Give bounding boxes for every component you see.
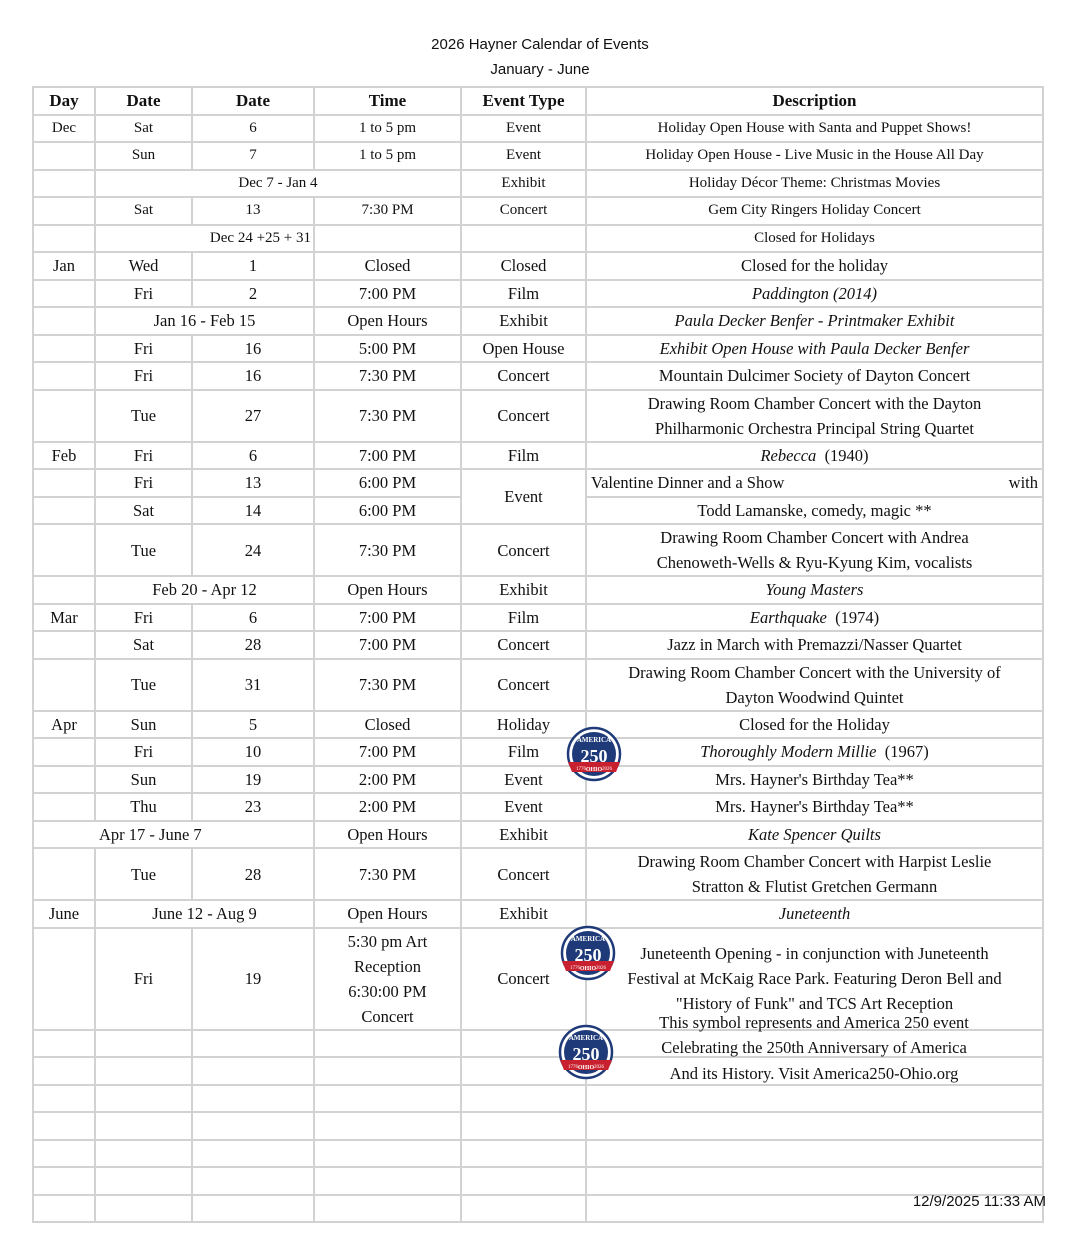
month-cell: Dec — [33, 115, 95, 143]
month-cell — [33, 197, 95, 225]
description-line: Drawing Room Chamber Concert with the Dayton — [647, 393, 982, 413]
time-cell: 7:00 PM — [314, 738, 461, 766]
description-cell: Exhibit Open House with Paula Decker Benfer — [586, 335, 1043, 363]
time-line: Reception — [354, 956, 421, 976]
date-cell: 31 — [192, 659, 314, 711]
time-cell: Open Hours — [314, 821, 461, 849]
legend-line: This symbol represents and America 250 event — [659, 1013, 969, 1032]
date-range-cell: Feb 20 - Apr 12 — [95, 576, 314, 604]
legend-line: Celebrating the 250th Anniversary of America — [661, 1038, 967, 1057]
america-250-ohio-badge-icon — [560, 925, 616, 981]
day-cell: Thu — [95, 793, 192, 821]
type-cell: Film — [461, 738, 586, 766]
month-cell — [33, 307, 95, 335]
time-cell: 7:30 PM — [314, 390, 461, 442]
empty-row — [33, 1195, 1043, 1223]
date-range-cell: Dec 7 - Jan 4 — [95, 170, 461, 198]
month-cell: June — [33, 900, 95, 928]
type-cell: Exhibit — [461, 821, 586, 849]
type-cell: Closed — [461, 252, 586, 280]
type-cell: Concert — [461, 848, 586, 900]
film-title: Rebecca — [760, 445, 817, 465]
day-cell: Sun — [95, 142, 192, 170]
table-row — [33, 280, 1043, 308]
month-cell — [33, 390, 95, 442]
time-cell: 7:00 PM — [314, 631, 461, 659]
day-cell: Sat — [95, 115, 192, 143]
date-cell: 2 — [192, 280, 314, 308]
time-cell: 7:30 PM — [314, 524, 461, 576]
document-title: 2026 Hayner Calendar of Events — [431, 36, 649, 53]
type-cell: Exhibit — [461, 576, 586, 604]
type-cell: Exhibit — [461, 170, 586, 198]
time-cell — [314, 928, 461, 1030]
time-cell: Closed — [314, 252, 461, 280]
time-cell: 1 to 5 pm — [314, 115, 461, 143]
america-250-ohio-badge-icon — [566, 726, 622, 782]
description-cell — [586, 524, 1043, 576]
month-cell — [33, 659, 95, 711]
time-cell: 7:30 PM — [314, 362, 461, 390]
date-cell: 27 — [192, 390, 314, 442]
table-row — [33, 252, 1043, 280]
day-cell: Fri — [95, 442, 192, 470]
empty-row — [33, 1167, 1043, 1195]
film-year: (1940) — [824, 445, 869, 465]
table-row — [33, 821, 1043, 849]
month-cell — [33, 631, 95, 659]
date-range-cell: Dec 24 +25 + 31 — [95, 225, 314, 253]
date-cell: 7 — [192, 142, 314, 170]
month-cell — [33, 142, 95, 170]
table-row — [33, 442, 1043, 470]
empty-row — [33, 1140, 1043, 1168]
month-cell — [33, 793, 95, 821]
description-line: "History of Funk" and TCS Art Reception — [675, 994, 954, 1013]
type-cell: Holiday — [461, 711, 586, 739]
description-cell: Holiday Décor Theme: Christmas Movies — [586, 170, 1043, 198]
date-range-cell: Jan 16 - Feb 15 — [95, 307, 314, 335]
time-cell: 5:00 PM — [314, 335, 461, 363]
month-cell — [33, 848, 95, 900]
date-cell: 24 — [192, 524, 314, 576]
table-row — [33, 848, 1043, 900]
table-row — [33, 738, 1043, 766]
day-cell: Fri — [95, 335, 192, 363]
date-cell: 16 — [192, 335, 314, 363]
date-cell: 19 — [192, 928, 314, 1030]
date-cell: 28 — [192, 848, 314, 900]
description-cell — [586, 659, 1043, 711]
description-line-end: with — [1008, 473, 1038, 493]
legend-line: And its History. Visit America250-Ohio.org — [669, 1064, 959, 1083]
time-cell — [314, 225, 461, 253]
day-cell: Tue — [95, 848, 192, 900]
table-row — [33, 631, 1043, 659]
date-range-cell: June 12 - Aug 9 — [95, 900, 314, 928]
table-row — [33, 335, 1043, 363]
month-cell — [33, 524, 95, 576]
description-line: Dayton Woodwind Quintet — [725, 687, 904, 707]
film-year: (1967) — [884, 742, 929, 762]
description-line: Philharmonic Orchestra Principal String Quartet — [655, 418, 974, 438]
type-cell: Event — [461, 766, 586, 794]
day-cell: Fri — [95, 469, 192, 497]
film-title: Earthquake — [749, 607, 827, 627]
type-cell — [461, 225, 586, 253]
film-year: (1974) — [835, 607, 880, 627]
description-cell: Kate Spencer Quilts — [586, 821, 1043, 849]
document-subtitle: January - June — [490, 61, 590, 78]
description-cell — [586, 469, 1043, 497]
month-cell: Feb — [33, 442, 95, 470]
description-line: Chenoweth-Wells & Ryu-Kyung Kim, vocalists — [656, 553, 973, 572]
type-cell: Concert — [461, 524, 586, 576]
day-cell: Sat — [95, 497, 192, 525]
table-row — [33, 900, 1043, 928]
month-cell — [33, 497, 95, 525]
date-cell: 28 — [192, 631, 314, 659]
type-cell: Exhibit — [461, 900, 586, 928]
table-header-row — [33, 87, 1043, 115]
table-row — [33, 711, 1043, 739]
type-cell: Film — [461, 442, 586, 470]
month-cell — [33, 928, 95, 1030]
type-cell: Film — [461, 280, 586, 308]
time-cell: Open Hours — [314, 307, 461, 335]
description-cell: Todd Lamanske, comedy, magic ** — [586, 497, 1043, 525]
date-cell: 6 — [192, 442, 314, 470]
month-cell — [33, 766, 95, 794]
date-cell: 23 — [192, 793, 314, 821]
table-row — [33, 362, 1043, 390]
description-cell — [586, 604, 1043, 632]
day-cell: Fri — [95, 362, 192, 390]
time-cell: 7:00 PM — [314, 442, 461, 470]
day-cell: Wed — [95, 252, 192, 280]
table-row — [33, 225, 1043, 253]
description-cell: Young Masters — [586, 576, 1043, 604]
description-cell — [586, 848, 1043, 900]
type-cell: Concert — [461, 362, 586, 390]
month-cell — [33, 738, 95, 766]
day-cell: Fri — [95, 280, 192, 308]
header-date-2: Date — [192, 87, 314, 115]
date-cell: 6 — [192, 115, 314, 143]
date-cell: 13 — [192, 469, 314, 497]
time-line: Concert — [361, 1006, 414, 1026]
month-cell — [33, 335, 95, 363]
table-row — [33, 390, 1043, 442]
time-cell: Closed — [314, 711, 461, 739]
description-cell: Closed for Holidays — [586, 225, 1043, 253]
type-cell: Concert — [461, 631, 586, 659]
table-row — [33, 115, 1043, 143]
date-range-text: Apr 17 - June 7 — [99, 824, 202, 844]
time-cell: 7:00 PM — [314, 604, 461, 632]
description-line: Stratton & Flutist Gretchen Germann — [691, 877, 938, 896]
day-cell: Sun — [95, 766, 192, 794]
description-cell: Mountain Dulcimer Society of Dayton Concert — [586, 362, 1043, 390]
time-line: 5:30 pm Art — [347, 931, 428, 951]
table-row — [33, 524, 1043, 576]
header-time: Time — [314, 87, 461, 115]
type-cell: Open House — [461, 335, 586, 363]
description-line: Drawing Room Chamber Concert with the University of — [628, 662, 1001, 682]
description-cell: Jazz in March with Premazzi/Nasser Quartet — [586, 631, 1043, 659]
table-row — [33, 576, 1043, 604]
month-cell: Jan — [33, 252, 95, 280]
time-line: 6:30:00 PM — [348, 981, 427, 1001]
type-cell: Film — [461, 604, 586, 632]
day-cell: Tue — [95, 659, 192, 711]
table-row — [33, 170, 1043, 198]
table-row — [33, 469, 1043, 497]
table-row — [33, 766, 1043, 794]
type-cell: Event — [461, 793, 586, 821]
day-cell: Fri — [95, 604, 192, 632]
type-cell: Exhibit — [461, 307, 586, 335]
header-event-type: Event Type — [461, 87, 586, 115]
description-cell: Gem City Ringers Holiday Concert — [586, 197, 1043, 225]
description-line: Juneteenth Opening - in conjunction with Juneteenth — [640, 944, 989, 963]
time-cell: 7:30 PM — [314, 848, 461, 900]
table-row — [33, 197, 1043, 225]
description-line: Drawing Room Chamber Concert with Andrea — [660, 528, 969, 547]
type-cell: Concert — [461, 659, 586, 711]
table-row — [33, 659, 1043, 711]
date-cell: 5 — [192, 711, 314, 739]
time-cell: Open Hours — [314, 900, 461, 928]
date-cell: 6 — [192, 604, 314, 632]
description-cell: Closed for the holiday — [586, 252, 1043, 280]
time-cell: 1 to 5 pm — [314, 142, 461, 170]
time-cell: 6:00 PM — [314, 469, 461, 497]
month-cell — [33, 469, 95, 497]
table-row — [33, 604, 1043, 632]
header-day: Day — [33, 87, 95, 115]
type-cell: Event — [461, 142, 586, 170]
time-cell: 7:30 PM — [314, 659, 461, 711]
date-cell: 19 — [192, 766, 314, 794]
description-cell: Mrs. Hayner's Birthday Tea** — [586, 793, 1043, 821]
month-cell — [33, 280, 95, 308]
time-cell: 2:00 PM — [314, 766, 461, 794]
table-row — [33, 307, 1043, 335]
table-row — [33, 142, 1043, 170]
time-cell: 7:30 PM — [314, 197, 461, 225]
empty-row — [33, 1085, 1043, 1113]
print-timestamp: 12/9/2025 11:33 AM — [912, 1193, 1046, 1210]
month-cell: Mar — [33, 604, 95, 632]
america-250-ohio-badge-icon — [558, 1024, 614, 1080]
day-cell: Sun — [95, 711, 192, 739]
table-row — [33, 793, 1043, 821]
date-cell: 1 — [192, 252, 314, 280]
description-cell: Juneteenth — [586, 900, 1043, 928]
description-line: Festival at McKaig Race Park. Featuring Deron Bell and — [627, 969, 1002, 988]
day-cell: Sat — [95, 631, 192, 659]
time-cell: 2:00 PM — [314, 793, 461, 821]
type-cell: Concert — [461, 928, 586, 1030]
day-cell: Fri — [95, 738, 192, 766]
film-title: Thoroughly Modern Millie — [700, 742, 877, 762]
description-cell: Mrs. Hayner's Birthday Tea** — [586, 766, 1043, 794]
day-cell: Sat — [95, 197, 192, 225]
month-cell — [33, 225, 95, 253]
date-cell: 16 — [192, 362, 314, 390]
type-cell: Concert — [461, 197, 586, 225]
date-cell: 10 — [192, 738, 314, 766]
date-cell: 14 — [192, 497, 314, 525]
type-cell: Concert — [461, 390, 586, 442]
description-line: Drawing Room Chamber Concert with Harpist Leslie — [637, 852, 992, 871]
day-cell: Tue — [95, 524, 192, 576]
header-date-1: Date — [95, 87, 192, 115]
date-cell: 13 — [192, 197, 314, 225]
description-cell — [586, 390, 1043, 442]
day-cell: Fri — [95, 928, 192, 1030]
header-description: Description — [586, 87, 1043, 115]
type-cell: Event — [461, 115, 586, 143]
month-cell — [33, 576, 95, 604]
month-cell — [33, 362, 95, 390]
type-cell: Event — [461, 469, 586, 524]
time-cell: 7:00 PM — [314, 280, 461, 308]
description-cell — [586, 738, 1043, 766]
empty-row — [33, 1112, 1043, 1140]
description-cell — [586, 442, 1043, 470]
description-line: Valentine Dinner and a Show — [591, 473, 785, 493]
time-cell: 6:00 PM — [314, 497, 461, 525]
description-cell: Closed for the Holiday — [586, 711, 1043, 739]
month-cell — [33, 170, 95, 198]
month-cell: Apr — [33, 711, 95, 739]
description-cell: Holiday Open House - Live Music in the House All Day — [586, 142, 1043, 170]
date-range-cell — [33, 821, 314, 849]
description-cell: Paddington (2014) — [586, 280, 1043, 308]
time-cell: Open Hours — [314, 576, 461, 604]
description-cell: Holiday Open House with Santa and Puppet Shows! — [586, 115, 1043, 143]
day-cell: Tue — [95, 390, 192, 442]
description-cell: Paula Decker Benfer - Printmaker Exhibit — [586, 307, 1043, 335]
